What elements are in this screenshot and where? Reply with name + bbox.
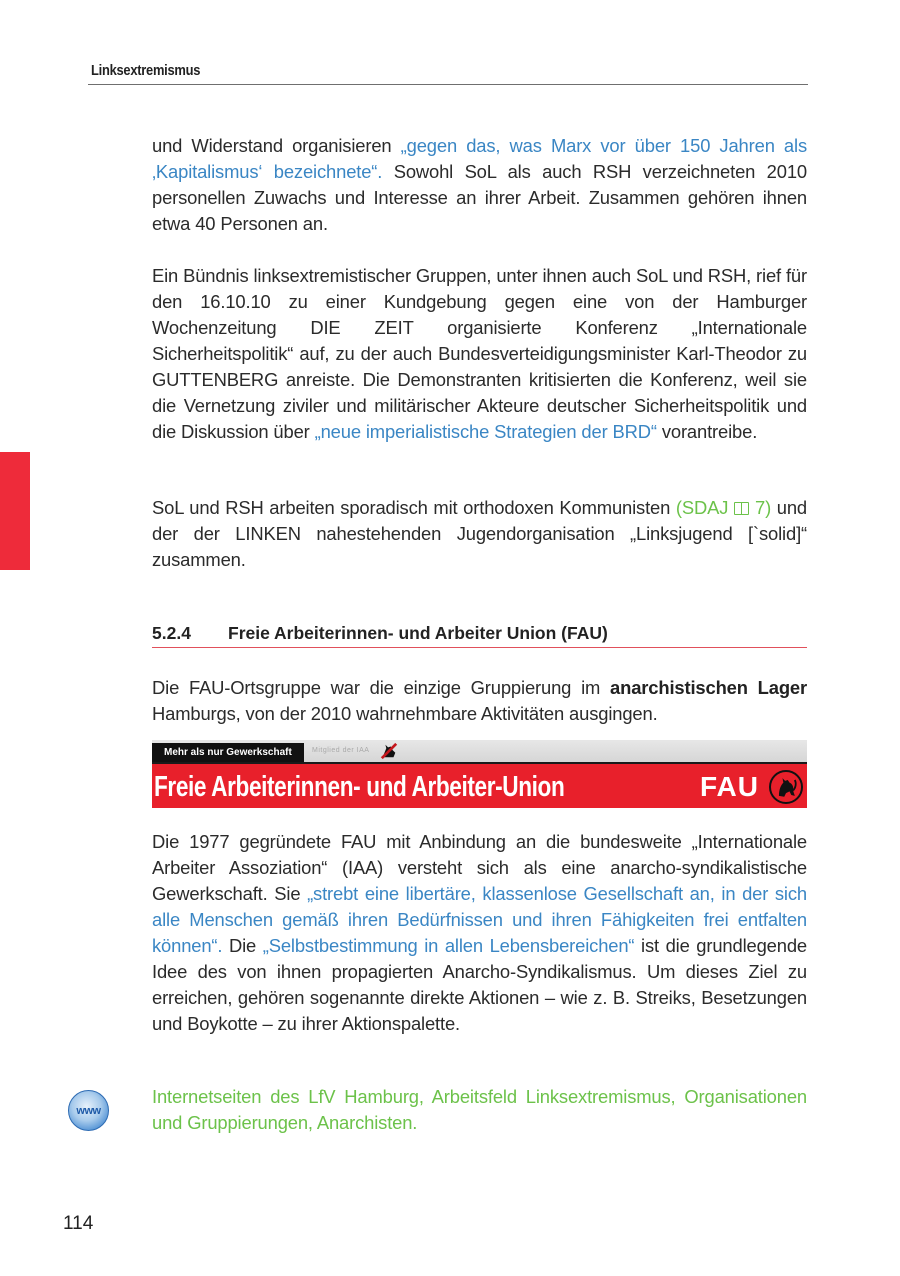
text: Ein Bündnis linksextremistischer Gruppen, unter ihnen auch SoL und RSH, rief für den 16.10.10 zu einer Kundgebung gegen eine von der Hamburger Wochenzeitung DIE ZEIT organisierte Konferenz „Internationale Sicherheitspolitik“ auf, zu der auch Bundesverteidigungsminister Karl-Theodor zu GUTTENBERG anreiste. Die Demonstranten kritisierten die Konferenz, weil sie die Vernetzung ziviler und militärischer Akteure deutscher Sicherheitspolitik und die Diskussion über bbox=[152, 265, 807, 442]
chapter-tab-marker bbox=[0, 452, 30, 570]
section-number: 5.2.4 bbox=[152, 623, 191, 643]
text: vorantreibe. bbox=[656, 421, 758, 442]
paragraph-1 bbox=[152, 133, 807, 237]
text: Die bbox=[222, 935, 263, 956]
section-rule bbox=[152, 647, 807, 648]
banner-tagline: Mehr als nur Gewerkschaft bbox=[152, 743, 304, 762]
emphasis: anarchistischen Lager bbox=[610, 677, 807, 698]
banner-red-bar bbox=[152, 762, 807, 808]
quotation: „strebt eine libertäre, klassenlose Gesellschaft an, in der sich alle Menschen gemäß ihren Bedürfnissen und ihren Fähigkeiten frei entfalten können“. bbox=[152, 883, 807, 956]
section-title: Freie Arbeiterinnen- und Arbeiter Union (FAU) bbox=[228, 623, 608, 643]
banner-title: Freie Arbeiterinnen- und Arbeiter-Union bbox=[154, 771, 565, 803]
paragraph-3 bbox=[152, 495, 807, 573]
page-number: 114 bbox=[63, 1213, 94, 1234]
black-cat-logo-icon bbox=[769, 770, 803, 804]
fau-logo-text: FAU bbox=[700, 771, 759, 802]
banner-top-bar bbox=[152, 740, 807, 762]
quotation: „gegen das, was Marx vor über 150 Jahren als ‚Kapitalismus‘ bezeichnete“. bbox=[152, 135, 807, 182]
text: Die 1977 gegründete FAU mit Anbindung an die bundesweite „Internationale Arbeiter Assoziation“ (IAA) versteht sich als eine anarcho-syndikalistische Gewerkschaft. Sie bbox=[152, 831, 807, 904]
text: SoL und RSH arbeiten sporadisch mit orthodoxen Kommunisten bbox=[152, 497, 676, 518]
text: und Widerstand organisieren bbox=[152, 135, 401, 156]
book-icon bbox=[734, 502, 749, 515]
paragraph-2 bbox=[152, 263, 807, 445]
section-heading bbox=[152, 623, 807, 644]
black-cat-icon bbox=[380, 742, 398, 760]
web-reference-link[interactable]: Internetseiten des LfV Hamburg, Arbeitsfeld Linksextremismus, Organisationen und Gruppierungen, Anarchisten. bbox=[152, 1086, 807, 1133]
banner-small-text: Mitglied der IAA bbox=[312, 747, 370, 754]
fau-banner-image bbox=[152, 740, 807, 810]
www-globe-icon[interactable]: www bbox=[68, 1090, 109, 1131]
text: Hamburgs, von der 2010 wahrnehmbare Aktivitäten ausgingen. bbox=[152, 703, 658, 724]
cross-reference-link[interactable]: (SDAJ 7) bbox=[675, 497, 772, 518]
header-rule bbox=[88, 84, 808, 85]
quotation: „Selbstbestimmung in allen Lebensbereichen“ bbox=[262, 935, 635, 956]
intro-paragraph bbox=[152, 675, 807, 727]
text: Die FAU-Ortsgruppe war die einzige Gruppierung im bbox=[152, 677, 611, 698]
text: Sowohl SoL als auch RSH verzeichneten 2010 personellen Zuwachs und Interesse an ihrer Arbeit. Zusammen gehören ihnen etwa 40 Personen an. bbox=[152, 161, 807, 234]
text: ist die grundlegende Idee des von ihnen propagierten Anarcho-Syndikalismus. Um dieses Ziel zu erreichen, gehören sogenannte direkte Aktionen – wie z. B. Streiks, Besetzungen und Boykotte – zu ihrer Aktionspalette. bbox=[152, 935, 807, 1034]
text: und der der LINKEN nahestehenden Jugendorganisation „Linksjugend [`solid]“ zusammen. bbox=[152, 497, 807, 570]
quotation: „neue imperialistische Strategien der BRD“ bbox=[314, 421, 657, 442]
fau-paragraph bbox=[152, 829, 807, 1037]
running-title: Linksextremismus bbox=[91, 62, 201, 79]
